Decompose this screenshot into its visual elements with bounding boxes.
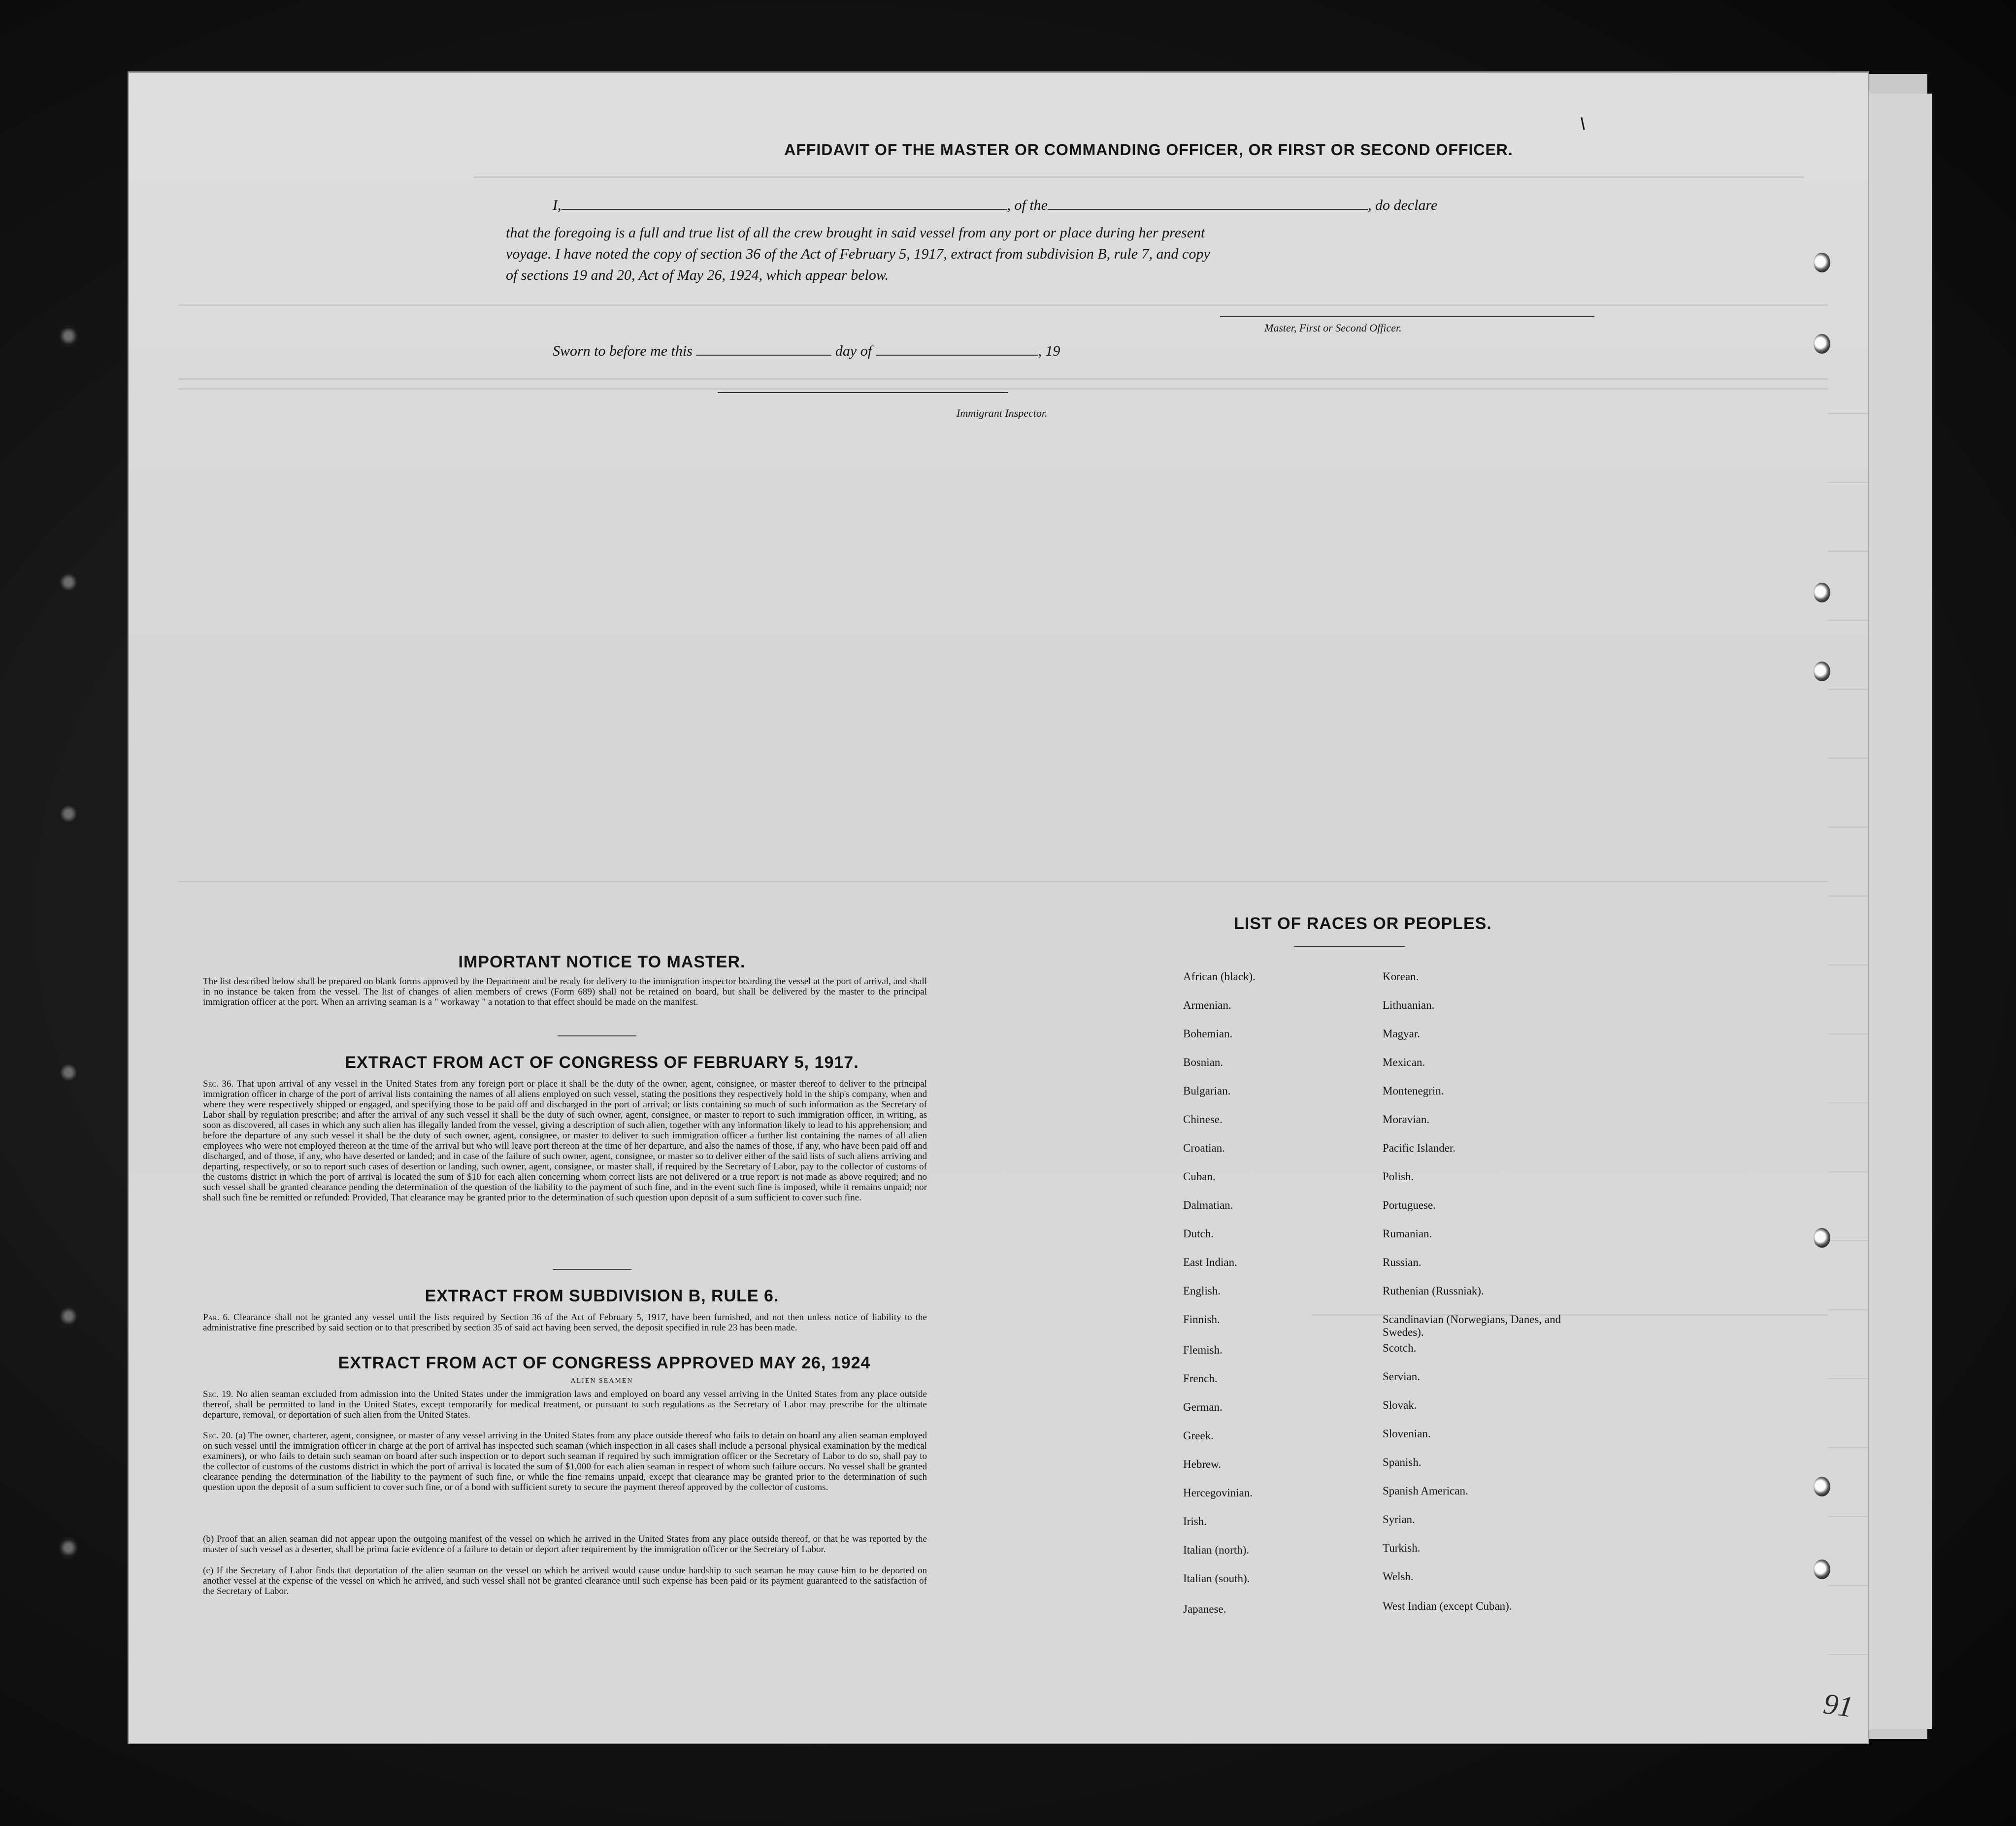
affidavit-text-line: of sections 19 and 20, Act of May 26, 1924, which appear below. — [506, 267, 889, 283]
sworn-label: Sworn to before me this — [553, 343, 693, 359]
grid-line — [1828, 482, 1868, 483]
race-left-item: Irish. — [1183, 1515, 1207, 1527]
manifest-page — [129, 73, 1868, 1743]
races-title-underline — [1294, 946, 1405, 947]
race-right-item: Syrian. — [1383, 1513, 1415, 1526]
race-left-item: Flemish. — [1183, 1344, 1223, 1356]
grid-line — [1828, 827, 1868, 828]
race-right-item: Polish. — [1383, 1170, 1414, 1183]
sec-20c-body: (c) If the Secretary of Labor finds that deportation of the alien seaman on the vessel on which he arrived would cause undue hardship to such seaman he may cause him to be deported on another vessel at the expense of the vessel on which he arrived, and such vessel shall not be granted clearance until such expense has been paid or its payment guaranteed to the satisfaction of the Secretary of Labor. — [203, 1565, 927, 1596]
grid-line — [1828, 1378, 1868, 1379]
inspector-signature-line[interactable] — [718, 392, 1008, 393]
alien-seamen-subtitle: ALIEN SEAMEN — [570, 1377, 633, 1385]
race-right-item: Pacific Islander. — [1383, 1142, 1456, 1154]
grid-line — [1828, 551, 1868, 552]
section-divider — [558, 1035, 636, 1036]
race-left-item: French. — [1183, 1372, 1218, 1385]
race-right-item: Spanish American. — [1383, 1485, 1468, 1497]
sec-19-body — [203, 1389, 927, 1420]
affidavit-text-line: voyage. I have noted the copy of section 36 of the Act of February 5, 1917, extract from subdivision B, rule 7, and copy — [506, 246, 1210, 262]
affidavit-declaration-line — [553, 197, 1437, 214]
race-right-item: Rumanian. — [1383, 1228, 1432, 1240]
race-right-item: Slovenian. — [1383, 1428, 1431, 1440]
notice-title: IMPORTANT NOTICE TO MASTER. — [458, 953, 746, 971]
grid-line — [1828, 689, 1868, 690]
binder-hole — [59, 1305, 78, 1327]
race-right-item: Slovak. — [1383, 1399, 1417, 1411]
affidavit-text-line: that the foregoing is a full and true list of all the crew brought in said vessel from any port or place during her present — [506, 225, 1205, 241]
race-right-item: Montenegrin. — [1383, 1085, 1444, 1097]
race-right-item: Mexican. — [1383, 1056, 1425, 1068]
of-the-label: , of the — [1007, 197, 1048, 213]
race-left-item: English. — [1183, 1285, 1221, 1297]
par-6-text: Clearance shall not be granted any vessel until the lists required by Section 36 of the Act of February 5, 1917, have been furnished, and not then unless notice of liability to the administrative fine prescribed by said section or to that prescribed by section 35 of said act having been served, the deposit specified in rule 23 has been made. — [203, 1312, 927, 1333]
race-left-item: Dutch. — [1183, 1228, 1214, 1240]
race-left-item: Italian (north). — [1183, 1544, 1250, 1556]
punch-hole — [1814, 1560, 1830, 1579]
race-left-item: Greek. — [1183, 1429, 1214, 1442]
binder-hole — [59, 803, 78, 825]
grid-line — [1828, 964, 1868, 965]
grid-line — [1828, 1585, 1868, 1586]
par-6-label: Par. 6. — [203, 1312, 230, 1323]
extract-1924-title: EXTRACT FROM ACT OF CONGRESS APPROVED MAY 26, 1924 — [338, 1354, 871, 1372]
do-declare-label: , do declare — [1368, 197, 1438, 213]
sec-20a-text: (a) The owner, charterer, agent, consignee, or master of any vessel arriving in the United States from any place outside thereof who fails to detain on board any alien seaman employed on such vessel until the immigration officer in charge at the port of arrival has inspected such seaman (which inspection in all cases shall include a personal physical examination by the medical examiners), or who fails to detain such seaman on board after such inspection or to deport such seaman if required by such immigration officer or the Secretary of Labor to do so, shall pay to the collector of customs of the customs district in which the port of arrival is located the sum of $1,000 for each alien seaman in respect of whom such failure occurs. No vessel shall be granted clearance pending the determination of the liability to the payment of such fine, or while the fine remains unpaid, except that clearance may be granted prior to the determination of such question upon the deposit of a sum sufficient to cover such fine, or of a bond with sufficient surety to secure the payment thereof approved by the collector of customs. — [203, 1430, 927, 1493]
race-left-item: Hercegovinian. — [1183, 1487, 1253, 1499]
grid-line — [1828, 758, 1868, 759]
day-blank[interactable] — [696, 343, 831, 356]
bleed-through-rule — [178, 304, 1828, 306]
race-right-item: Spanish. — [1383, 1456, 1421, 1468]
grid-line — [1828, 1447, 1868, 1448]
race-left-item: Bulgarian. — [1183, 1085, 1231, 1097]
handwritten-page-number: 91 — [1821, 1687, 1855, 1724]
inspector-caption: Immigrant Inspector. — [957, 407, 1048, 419]
grid-line — [1828, 1654, 1868, 1655]
race-right-item: Servian. — [1383, 1370, 1421, 1383]
sworn-line — [553, 343, 1060, 360]
race-left-item: African (black). — [1183, 970, 1256, 983]
race-left-item: Cuban. — [1183, 1170, 1216, 1183]
signature-caption: Master, First or Second Officer. — [1264, 322, 1402, 334]
race-right-item: Welsh. — [1383, 1570, 1414, 1583]
punch-hole — [1814, 1228, 1830, 1248]
rule-6-body — [203, 1312, 927, 1333]
bleed-through-rule — [178, 388, 1828, 390]
name-blank[interactable] — [562, 197, 1007, 210]
race-right-item: Turkish. — [1383, 1542, 1421, 1554]
signature-line[interactable] — [1220, 316, 1594, 317]
vessel-blank[interactable] — [1048, 197, 1368, 210]
race-right-item: Lithuanian. — [1383, 999, 1435, 1011]
grid-line — [1828, 1240, 1868, 1241]
sec-20a-body — [203, 1430, 927, 1493]
race-left-item: Bohemian. — [1183, 1028, 1233, 1040]
race-right-item: Magyar. — [1383, 1028, 1421, 1040]
sec-36-label: Sec. 36. — [203, 1079, 234, 1089]
grid-line — [1828, 1309, 1868, 1310]
race-left-item: Bosnian. — [1183, 1056, 1223, 1068]
race-right-item: Scotch. — [1383, 1342, 1417, 1354]
race-left-item: Croatian. — [1183, 1142, 1225, 1154]
race-left-item: Italian (south). — [1183, 1572, 1250, 1585]
month-blank[interactable] — [876, 343, 1038, 356]
binder-hole — [59, 1062, 78, 1083]
binder-hole — [59, 1537, 78, 1559]
race-right-item: Moravian. — [1383, 1113, 1430, 1126]
bleed-through-rule — [178, 881, 1828, 882]
race-left-item: East Indian. — [1183, 1256, 1237, 1268]
sec-19-label: Sec. 19. — [203, 1389, 233, 1399]
bleed-through-rule — [474, 176, 1804, 178]
race-left-item: Finnish. — [1183, 1313, 1220, 1326]
grid-line — [1828, 413, 1868, 414]
race-right-item: Ruthenian (Russniak). — [1383, 1285, 1484, 1297]
punch-hole — [1814, 583, 1830, 602]
sec-36-text: That upon arrival of any vessel in the United States from any foreign port or place it shall be the duty of the owner, agent, consignee, or master thereof to deliver to the principal immigration officer in charge of the port of arrival lists containing the names of all aliens employed on such vessel, stating the positions they respectively hold in the ship's company, when and where they were respectively shipped or engaged, and specifying those to be paid off and discharged in the port of arrival; or lists containing so much of such information as the Secretary of Labor shall by regulation prescribe; and after the arrival of any such vessel it shall be the duty of such owner, agent, consignee, or master to report to such immigration officer, in writing, as soon as discovered, all cases in which any such alien has illegally landed from the vessel, giving a description of such alien, together with any information likely to lead to his apprehension; and before the departure of any such vessel it shall be the duty of such owner, agent, consignee, or master to deliver to such immigration officer a further list containing the names of all alien employees who were not employed thereon at the time of the arrival but who will leave port thereon at the time of her departure, and also the names of those, if any, who have been paid off and discharged, and of those, if any, who have deserted or landed; and in case of the failure of such owner, agent, consignee, or master so to deliver either of the said lists of such aliens arriving and departing, respectively, or so to report such cases of desertion or landing, such owner, agent, consignee, or master shall, if required by the Secretary of Labor, pay to the collector of customs of the customs district in which the port of arrival is located the sum of $10 for each alien concerning whom correct lists are not delivered or a true report is not made as above required; and no such vessel shall be granted clearance pending the determination of the question of the liability to the payment of such fine, and in the event such fine is imposed, while it remains unpaid; nor shall such fine be remitted or refunded: Provided, That clearance may be granted prior to the determination of such question upon deposit of a sum sufficient to cover such fine. — [203, 1079, 927, 1203]
sec-20b-body: (b) Proof that an alien seaman did not appear upon the outgoing manifest of the vessel on which he arrived in the United States from any place outside thereof, or that he was reported by the master of such vessel as a deserter, shall be prima facie evidence of a failure to detain or deport after requirement by the immigration officer or the Secretary of Labor. — [203, 1534, 927, 1555]
race-right-item: Scandinavian (Norwegians, Danes, and Swedes). — [1383, 1313, 1561, 1338]
day-of-label: day of — [835, 343, 872, 359]
race-left-item: German. — [1183, 1401, 1223, 1413]
sec-19-text: No alien seaman excluded from admission into the United States under the immigration laws and employed on board any vessel arriving in the United States from any place outside thereof, shall be permitted to land in the United States, except temporarily for medical treatment, or pursuant to such regulations as the Secretary of Labor may prescribe for the ultimate departure, removal, or deportation of such alien from the United States. — [203, 1389, 927, 1420]
extract-1917-body — [203, 1079, 927, 1203]
rule-6-title: EXTRACT FROM SUBDIVISION B, RULE 6. — [425, 1287, 779, 1305]
section-divider — [553, 1269, 631, 1270]
binder-hole — [59, 571, 78, 593]
punch-hole — [1814, 1477, 1830, 1496]
grid-line — [1828, 1102, 1868, 1103]
race-right-item: Portuguese. — [1383, 1199, 1436, 1211]
race-left-item: Armenian. — [1183, 999, 1231, 1011]
grid-line — [1828, 1516, 1868, 1517]
grid-line — [1828, 620, 1868, 621]
bleed-through-rule — [178, 378, 1828, 380]
year-label: , 19 — [1038, 343, 1060, 359]
i-label: I, — [553, 197, 562, 213]
punch-hole — [1814, 253, 1830, 272]
punch-hole — [1814, 334, 1830, 354]
race-right-item: West Indian (except Cuban). — [1383, 1600, 1512, 1612]
grid-line — [1828, 1171, 1868, 1172]
race-left-item: Chinese. — [1183, 1113, 1223, 1126]
race-left-item: Japanese. — [1183, 1603, 1226, 1615]
race-left-item: Hebrew. — [1183, 1458, 1222, 1470]
binder-hole — [59, 325, 78, 347]
affidavit-title: AFFIDAVIT OF THE MASTER OR COMMANDING OFFICER, OR FIRST OR SECOND OFFICER. — [784, 141, 1513, 159]
grid-line — [1828, 1033, 1868, 1034]
race-right-item: Korean. — [1383, 970, 1419, 983]
race-right-item: Russian. — [1383, 1256, 1421, 1268]
race-left-item: Dalmatian. — [1183, 1199, 1233, 1211]
extract-1917-title: EXTRACT FROM ACT OF CONGRESS OF FEBRUARY 5, 1917. — [345, 1053, 859, 1072]
notice-body: The list described below shall be prepared on blank forms approved by the Department and be ready for delivery to the immigration inspector boarding the vessel at the port of arrival, and shall in no instance be taken from the vessel. The list of changes of alien members of crews (Form 689) shall not be retained on board, but shall be delivered by the master to the principal immigration officer at the port. When an arriving seaman is a " workaway " a notation to that effect should be made on the manifest. — [203, 976, 927, 1007]
races-title: LIST OF RACES OR PEOPLES. — [1234, 914, 1492, 933]
sec-20-label: Sec. 20. — [203, 1430, 233, 1441]
punch-hole — [1814, 662, 1830, 681]
